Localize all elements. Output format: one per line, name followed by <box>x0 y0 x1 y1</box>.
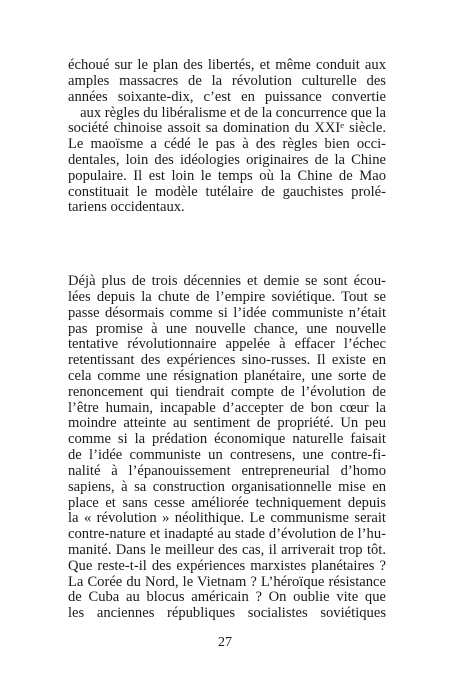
text-line: sapiens, à sa construction organisationnelle mise en <box>68 479 386 495</box>
text-line: la « révolution » néolithique. Le communisme serait <box>68 511 386 527</box>
text-line: échoué sur le plan des libertés, et même conduit aux <box>68 58 386 73</box>
text-line: place et sans cesse améliorée techniquement depuis <box>68 495 386 511</box>
text-line: moindre atteinte au sentiment de propriété. Un peu <box>68 416 386 432</box>
page-number: 27 <box>218 635 232 650</box>
text-line: aux règles du libéralisme et de la concurrence que la <box>80 105 386 121</box>
text-line: retentissant des expériences sino-russes. Il existe en <box>68 353 386 369</box>
text-line: populaire. Il est loin le temps où la Chine de Mao <box>68 168 386 184</box>
text-line: amples massacres de la révolution culturelle des <box>68 73 386 89</box>
text-line: La Corée du Nord, le Vietnam ? L’héroïque résistance <box>68 574 386 590</box>
text-line: lées depuis la chute de l’empire soviétique. Tout se <box>68 289 386 305</box>
text-line: dentales, loin des idéologies originaires de la Chine <box>68 152 386 168</box>
text-line: tariens occidentaux. <box>68 200 185 216</box>
text-line: années soixante-dix, c’est en puissance convertie <box>68 89 386 105</box>
text-line: passe désormais comme si l’idée communiste n’était <box>68 305 386 321</box>
text-line: de Cuba au blocus américain ? On oublie vite que <box>68 590 386 606</box>
text-line: renoncement qui tiendrait compte de l’évolution de <box>68 384 386 400</box>
text-line: manité. Dans le meilleur des cas, il arriverait trop tôt. <box>68 542 386 558</box>
text-line: l’être humain, incapable d’accepter de bon cœur la <box>68 400 386 416</box>
text-line: constituait le modèle tutélaire de gauchistes prolé- <box>68 184 386 200</box>
text-line: cela comme une résignation planétaire, une sorte de <box>68 368 386 384</box>
text-line: tentative révolutionnaire appelée à effacer l’échec <box>68 337 386 353</box>
text-line: Le maoïsme a cédé le pas à des règles bien occi- <box>68 137 386 153</box>
text-line: les anciennes républiques socialistes soviétiques <box>68 606 386 622</box>
text-line: contre-nature et inadapté au stade d’évolution de l’hu- <box>68 527 386 543</box>
text-line: comme si la prédation économique naturelle faisait <box>68 432 386 448</box>
text-line: de l’idée communiste un contresens, une contre-fi- <box>68 448 386 463</box>
text-line: société chinoise assoit sa domination du XXIᵉ siècle. <box>68 121 386 137</box>
text-line: pas promise à une nouvelle chance, une nouvelle <box>68 321 386 337</box>
text-line: nalité à l’épanouissement entrepreneurial d’homo <box>68 463 386 479</box>
text-line: Déjà plus de trois décennies et demie se sont écou- <box>68 274 386 289</box>
text-line: Que reste-t-il des expériences marxistes planétaires ? <box>68 558 386 574</box>
